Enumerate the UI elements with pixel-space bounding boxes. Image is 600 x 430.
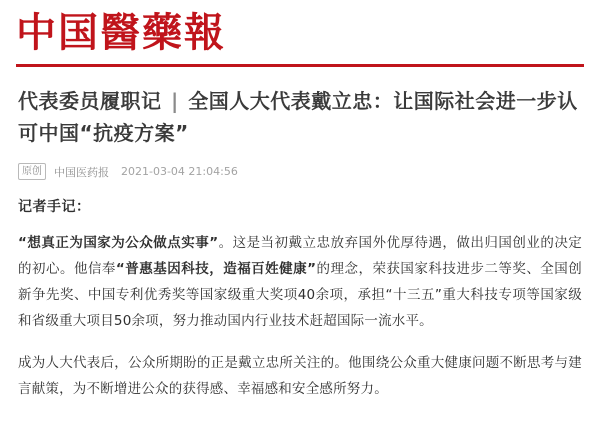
paragraph-list — [18, 230, 582, 402]
emphasized-text: “普惠基因科技，造福百姓健康” — [115, 261, 317, 277]
emphasized-text: “想真正为国家为公众做点实事” — [18, 235, 219, 251]
byline — [18, 163, 582, 180]
article-timestamp: 2021-03-04 21:04:56 — [121, 165, 238, 178]
headline-section: 代表委员履职记 — [18, 89, 162, 113]
headline-main: 全国人大代表戴立忠：让国际社会进一步认可中国“抗疫方案” — [18, 89, 578, 145]
paragraph-text: 成为人大代表后，公众所期盼的正是戴立忠所关注的。他围绕公众重大健康问题不断思考与建言献策，为不断增进公众的获得感、幸福感和安全感所努力。 — [18, 355, 582, 397]
article-paragraph — [18, 350, 582, 402]
status-badge: 原创 — [18, 163, 46, 180]
article-paragraph — [18, 230, 582, 334]
headline-separator: | — [170, 89, 179, 113]
masthead — [0, 0, 600, 62]
article-source: 中国医药报 — [54, 165, 109, 179]
paragraph-text: 。这是当初戴立忠放弃国外优厚待遇，做出归国创业的决定的初心。他信奉 — [18, 235, 583, 277]
headline-block — [0, 67, 600, 149]
page-title — [18, 85, 582, 149]
reporter-note-label: 记者手记： — [18, 199, 91, 215]
article-body — [0, 180, 600, 402]
publication-title: 中国醫藥報 — [16, 9, 226, 56]
paragraph-text: 的理念，荣获国家科技进步二等奖、全国创新争先奖、中国专利优秀奖等国家级重大奖项40余项，承担“十三五”重大科技专项等国家级和省级重大项目50余项，努力推动国内行业技术赶超国际一流水平。 — [18, 261, 582, 329]
